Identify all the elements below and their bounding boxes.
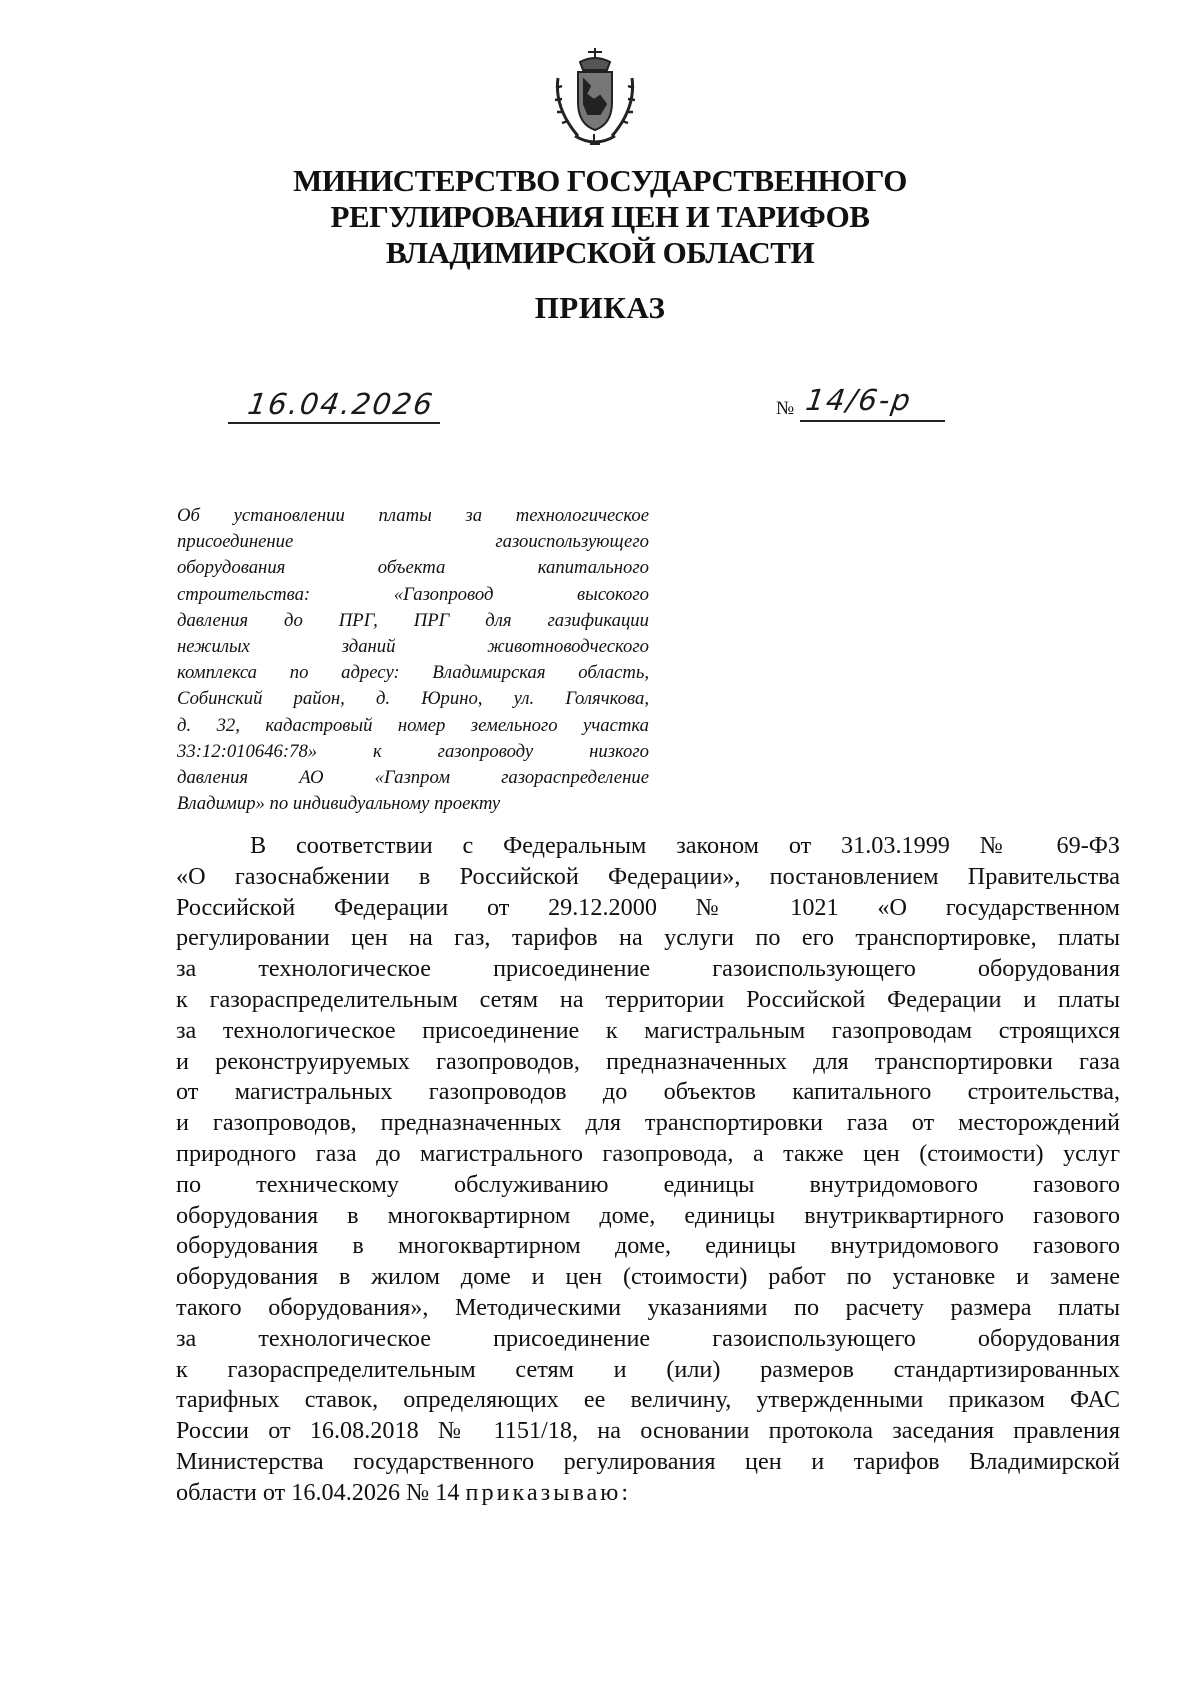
- subject-line: д. 32, кадастровый номер земельного участка: [177, 714, 649, 736]
- order-date: 16.04.2026: [245, 387, 437, 421]
- ministry-name-line-1: МИНИСТЕРСТВО ГОСУДАРСТВЕННОГО: [293, 163, 907, 198]
- body-last-prefix: области от 16.04.2026 № 14: [176, 1478, 466, 1506]
- body-line: от магистральных газопроводов до объектов капитального строительства,: [176, 1078, 1120, 1106]
- body-line: Министерства государственного регулирования цен и тарифов Владимирской: [176, 1447, 1120, 1475]
- body-line: оборудования в многоквартирном доме, единицы внутридомового газового: [176, 1232, 1120, 1260]
- body-line: В соответствии с Федеральным законом от 31.03.1999 № 69-ФЗ: [250, 832, 1120, 859]
- order-number: 14/6-р: [803, 383, 915, 417]
- body-line: природного газа до магистрального газопровода, а также цен (стоимости) услуг: [176, 1139, 1120, 1167]
- body-line: России от 16.08.2018 № 1151/18, на основании протокола заседания правления: [176, 1417, 1120, 1445]
- body-line: оборудования в многоквартирном доме, единицы внутриквартирного газового: [176, 1201, 1120, 1229]
- body-line: к газораспределительным сетям и (или) размеров стандартизированных: [176, 1355, 1120, 1383]
- number-label: №: [776, 398, 795, 419]
- body-line: к газораспределительным сетям на территории Российской Федерации и платы: [176, 985, 1120, 1013]
- subject-line: Владимир» по индивидуальному проекту: [177, 793, 501, 815]
- subject-line: Об установлении платы за технологическое: [177, 505, 649, 526]
- coat-of-arms-icon: [550, 48, 640, 148]
- subject-line: Собинский район, д. Юрино, ул. Голячкова,: [177, 688, 649, 710]
- body-line: оборудования в жилом доме и цен (стоимости) работ по установке и замене: [176, 1263, 1120, 1291]
- subject-line: 33:12:010646:78» к газопроводу низкого: [177, 740, 649, 762]
- order-preamble: [176, 831, 1120, 1509]
- document-title: ПРИКАЗ: [534, 290, 666, 325]
- subject-line: оборудования объекта капитального: [177, 557, 649, 579]
- subject-line: присоединение газоиспользующего: [177, 531, 649, 553]
- body-line: и газопроводов, предназначенных для транспортировки газа от месторождений: [176, 1109, 1120, 1137]
- body-line: регулировании цен на газ, тарифов на услуги по его транспортировке, платы: [176, 924, 1120, 952]
- body-line: за технологическое присоединение газоиспользующего оборудования: [176, 1324, 1120, 1352]
- body-line: за технологическое присоединение газоиспользующего оборудования: [176, 955, 1120, 983]
- body-line: Российской Федерации от 29.12.2000 № 1021 «О государственном: [176, 893, 1120, 921]
- order-command: приказываю:: [465, 1478, 632, 1506]
- subject-line: нежилых зданий животноводческого: [177, 636, 649, 658]
- body-line: «О газоснабжении в Российской Федерации», постановлением Правительства: [176, 862, 1120, 890]
- subject-line: давления до ПРГ, ПРГ для газификации: [177, 609, 649, 631]
- body-line: и реконструируемых газопроводов, предназначенных для транспортировки газа: [176, 1047, 1120, 1075]
- body-line: по техническому обслуживанию единицы внутридомового газового: [176, 1170, 1120, 1198]
- ministry-name: [200, 163, 1000, 271]
- number-underline: [800, 420, 945, 422]
- subject-line: строительства: «Газопровод высокого: [177, 583, 649, 605]
- body-line: такого оборудования», Методическими указаниями по расчету размера платы: [176, 1293, 1120, 1321]
- body-line: за технологическое присоединение к магистральным газопроводам строящихся: [176, 1016, 1120, 1044]
- subject-line: давления АО «Газпром газораспределение: [177, 767, 649, 789]
- body-line: тарифных ставок, определяющих ее величину, утвержденными приказом ФАС: [176, 1386, 1120, 1414]
- ministry-name-line-2: РЕГУЛИРОВАНИЯ ЦЕН И ТАРИФОВ: [330, 199, 870, 234]
- ministry-name-line-3: ВЛАДИМИРСКОЙ ОБЛАСТИ: [385, 235, 815, 270]
- subject-line: комплекса по адресу: Владимирская область,: [177, 662, 649, 684]
- date-underline: [228, 422, 440, 424]
- body-line-last: [176, 1478, 1120, 1509]
- order-subject: [177, 503, 649, 817]
